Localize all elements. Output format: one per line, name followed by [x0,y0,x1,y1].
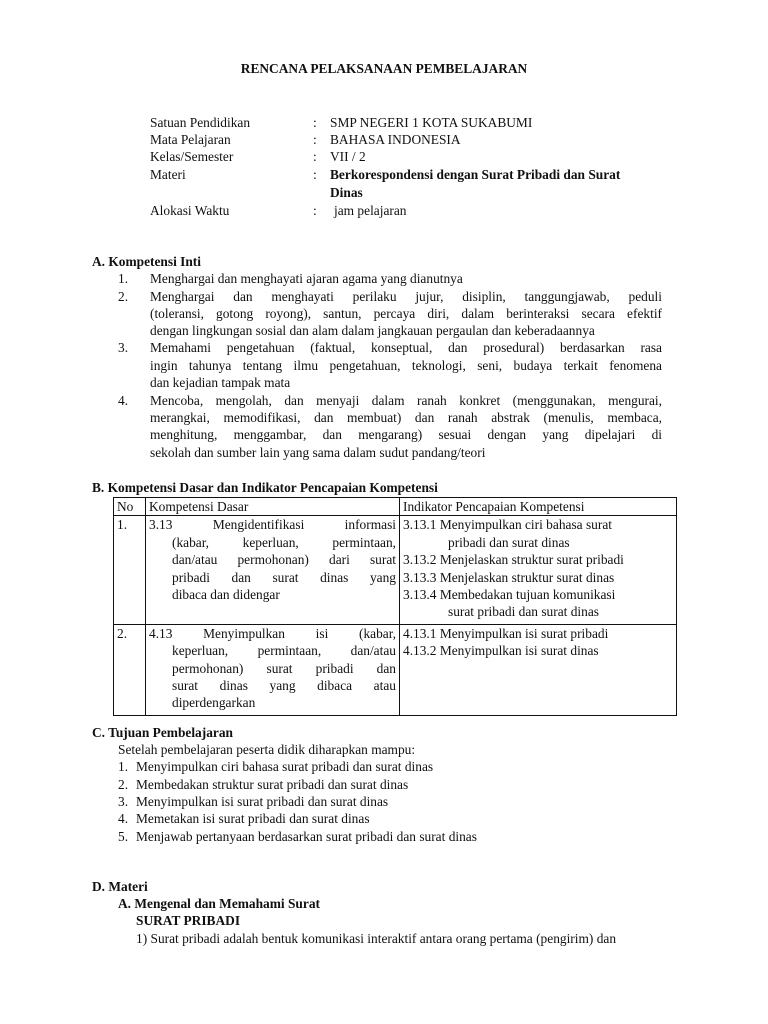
list-item-text: dengan lingkungan sosial dan alam dalam jangkauan pergaulan dan keberadaannya [150,323,595,338]
kd-line: permohonan) surat pribadi dan [172,660,396,676]
section-d-heading: D. Materi [92,879,148,894]
kd-line: 4.13 Menyimpulkan isi (kabar, [149,625,396,641]
list-item-text: Menyimpulkan ciri bahasa surat pribadi dan surat dinas [136,759,434,774]
table-row [114,516,677,624]
satuan-label: Satuan Pendidikan [150,115,251,130]
competency-table [113,497,677,716]
header-ipk: Indikator Pencapaian Kompetensi [400,498,677,516]
header-no: No [114,498,146,516]
kd-line: pribadi dan surat dinas yang [172,569,396,585]
section-b-heading: B. Kompetensi Dasar dan Indikator Pencapaian Kompetensi [92,480,438,495]
ipk-line: 4.13.1 Menyimpulkan isi surat pribadi [403,625,609,641]
list-item-number: 4. [118,393,129,408]
mapel-label: Mata Pelajaran [150,132,231,147]
list-item-text: Menghargai dan menghayati ajaran agama yang dianutnya [150,271,463,286]
list-item-number: 3. [118,794,129,809]
ipk-line: 3.13.3 Menjelaskan struktur surat dinas [403,569,615,585]
ipk-line: surat pribadi dan surat dinas [448,604,599,620]
ipk-cell [400,624,677,715]
kd-line: (kabar, keperluan, permintaan, [172,534,396,550]
list-item-text: (toleransi, gotong royong), santun, percaya diri, dalam berinteraksi secara efektif [150,306,662,321]
list-item-text: sekolah dan sumber lain yang sama dalam sudut pandang/teori [150,445,486,460]
list-item-text: Memahami pengetahuan (faktual, konseptual, dan prosedural) berdasarkan rasa [150,340,662,355]
kelas-label: Kelas/Semester [150,149,234,164]
list-item-text: Menyimpulkan isi surat pribadi dan surat dinas [136,794,389,809]
section-d-paragraph: 1) Surat pribadi adalah bentuk komunikasi interaktif antara orang pertama (pengirim) dan [136,931,617,946]
kd-cell [146,624,400,715]
section-a-heading: A. Kompetensi Inti [92,254,201,269]
materi-value: Berkorespondensi dengan Surat Pribadi dan Surat [330,167,621,182]
ipk-line: 3.13.2 Menjelaskan struktur surat pribadi [403,552,624,568]
document-title: RENCANA PELAKSANAAN PEMBELAJARAN [240,61,528,76]
list-item-text: ingin tahunya tentang ilmu pengetahuan, teknologi, seni, budaya terkait fenomena [150,358,662,373]
list-item-text: Menghargai dan menghayati perilaku jujur, disiplin, tanggungjawab, peduli [150,289,662,304]
list-item-text: merangkai, memodifikasi, dan membuat) dan ranah abstrak (menulis, membaca, [150,410,662,425]
section-c-intro: Setelah pembelajaran peserta didik diharapkan mampu: [118,742,416,757]
colon: : [313,132,317,147]
materi-label: Materi [150,167,186,182]
ipk-cell [400,516,677,624]
colon: : [313,167,317,182]
materi-value-cont: Dinas [330,185,363,200]
list-item-number: 5. [118,829,129,844]
list-item-number: 2. [118,289,129,304]
colon: : [313,115,317,130]
table-header-row [114,498,677,516]
list-item-number: 3. [118,340,129,355]
alokasi-label: Alokasi Waktu [150,203,230,218]
kd-line: diperdengarkan [172,695,256,711]
list-item-text: menghitung, menggambar, dan mengarang) sesuai dengan yang dipelajari di [150,427,662,442]
kelas-value: VII / 2 [330,149,366,164]
kd-line: 3.13 Mengidentifikasi informasi [149,517,396,533]
colon: : [313,203,317,218]
header-kd: Kompetensi Dasar [146,498,400,516]
section-d-subtitle: SURAT PRIBADI [136,913,241,928]
ipk-line: 3.13.4 Membedakan tujuan komunikasi [403,587,616,603]
row-number: 2. [114,624,146,715]
ipk-line: 3.13.1 Menyimpulkan ciri bahasa surat [403,517,612,533]
kd-line: surat dinas yang dibaca atau [172,678,396,694]
list-item-text: Membedakan struktur surat pribadi dan surat dinas [136,777,409,792]
table-row [114,624,677,715]
list-item-text: dan kejadian tampak mata [150,375,291,390]
list-item-text: Menjawab pertanyaan berdasarkan surat pribadi dan surat dinas [136,829,477,844]
satuan-value: SMP NEGERI 1 KOTA SUKABUMI [330,115,533,130]
kd-line: dan/atau permohonan) dari surat [172,552,396,568]
list-item-text: Memetakan isi surat pribadi dan surat dinas [136,811,370,826]
mapel-value: BAHASA INDONESIA [330,132,461,147]
row-number: 1. [114,516,146,624]
list-item-text: Mencoba, mengolah, dan menyaji dalam ranah konkret (menggunakan, mengurai, [150,393,662,408]
list-item-number: 2. [118,777,129,792]
list-item-number: 1. [118,271,129,286]
list-item-number: 1. [118,759,129,774]
kd-line: keperluan, permintaan, dan/atau [172,643,396,659]
section-d-sub-a: A. Mengenal dan Memahami Surat [118,896,320,911]
kd-line: dibaca dan didengar [172,587,280,603]
alokasi-value: jam pelajaran [334,203,407,218]
colon: : [313,149,317,164]
kd-cell [146,516,400,624]
ipk-line: 4.13.2 Menyimpulkan isi surat dinas [403,643,599,659]
ipk-line: pribadi dan surat dinas [448,534,570,550]
list-item-number: 4. [118,811,129,826]
section-c-heading: C. Tujuan Pembelajaran [92,725,233,740]
